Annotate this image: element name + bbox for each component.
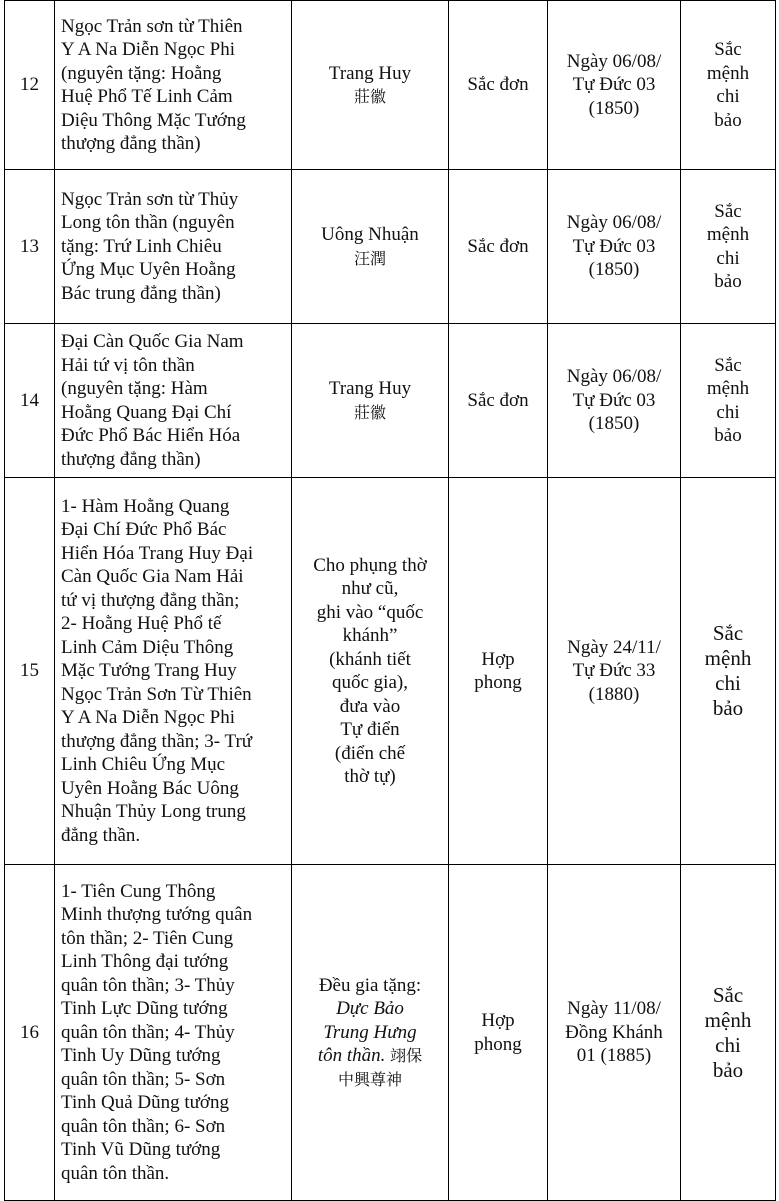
text-line: (khánh tiết <box>329 648 411 670</box>
text-line: bảo <box>712 1057 744 1082</box>
text-line: Minh thượng tướng quân <box>61 904 253 926</box>
seal-cell <box>681 324 776 478</box>
date-cell <box>548 170 681 324</box>
row-number: 13 <box>5 170 55 324</box>
text-line: khánh” <box>342 625 398 646</box>
han-text: 汪潤 <box>353 248 386 268</box>
text-line: Ngọc Trản Sơn Từ Thiên <box>61 683 252 705</box>
decree-type-cell <box>449 1 548 170</box>
text-line: đưa vào <box>339 695 401 717</box>
text-line: Ứng Mục Uyên Hoằng <box>61 259 236 281</box>
text-line: quân tôn thần; 3- Thủy <box>61 974 235 996</box>
text-line: Tinh Uy Dũng tướng <box>61 1045 221 1067</box>
text-line: quân tôn thần. <box>61 1162 170 1184</box>
text-line: Y A Na Diễn Ngọc Phi <box>61 39 235 60</box>
text-line: Đại Chí Đức Phổ Bác <box>61 519 227 541</box>
text-line: Đức Phổ Bác Hiển Hóa <box>61 425 241 446</box>
deity-title-cell <box>55 865 292 1201</box>
text-line: Càn Quốc Gia Nam Hải <box>61 566 244 588</box>
text-line: quốc gia), <box>332 672 408 693</box>
text-line: quân tôn thần; 4- Thủy <box>61 1021 235 1043</box>
text-line: Mặc Tướng Trang Huy <box>61 660 237 682</box>
decree-type-cell <box>449 865 548 1201</box>
text-line: chi <box>716 86 740 107</box>
conferred-cell <box>292 324 449 478</box>
table-row <box>5 170 776 324</box>
text-line: Hợp <box>481 648 515 670</box>
text-line: tôn thần; 2- Tiên Cung <box>61 927 234 949</box>
text-line: (điển chế <box>334 742 406 764</box>
han-text: 莊徽 <box>353 87 386 106</box>
text-line: quân tôn thần; 5- Sơn <box>61 1068 226 1090</box>
italic-title-line: Trung Hưng <box>323 1021 417 1043</box>
text-line: 1- Tiên Cung Thông <box>61 880 216 902</box>
text-line: Tự Đức 03 <box>572 389 656 411</box>
text-line: đẳng thần. <box>61 824 141 846</box>
text-line: mệnh <box>706 224 750 245</box>
text-line: bảo <box>714 425 742 446</box>
text-line: bảo <box>712 696 744 720</box>
text-line: như cũ, <box>341 578 399 599</box>
text-line: Ngày 11/08/ <box>567 998 661 1020</box>
text-line: Tự Đức 33 <box>572 660 656 682</box>
text-line: phong <box>474 672 522 693</box>
text-line: Hiển Hóa Trang Huy Đại <box>61 542 254 564</box>
han-text: 莊徽 <box>353 402 386 422</box>
text-line: Ngày 24/11/ <box>567 636 661 658</box>
text-line: chi <box>716 247 740 269</box>
text-line: Bác trung đẳng thần) <box>61 282 221 304</box>
text-line: Sắc <box>712 621 744 645</box>
row-number: 15 <box>5 478 55 865</box>
text-line: (1880) <box>588 683 640 705</box>
text-line: Ngày 06/08/ <box>566 50 662 72</box>
text-line: Ngày 06/08/ <box>566 366 662 388</box>
text-line: bảo <box>714 109 742 131</box>
date-cell <box>548 324 681 478</box>
text-line: mệnh <box>706 62 750 84</box>
text-line: tặng: Trứ Linh Chiêu <box>61 235 222 257</box>
deity-title-cell <box>55 324 292 478</box>
table-row <box>5 324 776 478</box>
decree-type-cell <box>449 170 548 324</box>
conferred-cell <box>292 865 449 1201</box>
text-line: Linh Cảm Diệu Thông <box>61 636 234 658</box>
text-line: thượng đẳng thần; 3- Trứ <box>61 730 253 752</box>
text-line: Tinh Quả Dũng tướng <box>61 1092 229 1114</box>
table-row <box>5 478 776 865</box>
conferred-cell <box>292 1 449 170</box>
text-line: (1850) <box>588 97 640 119</box>
row-number: 14 <box>5 324 55 478</box>
text-line: tứ vị thượng đẳng thần; <box>61 589 240 611</box>
text-line: (1850) <box>588 259 640 281</box>
text-line: quân tôn thần; 6- Sơn <box>61 1115 226 1137</box>
text-line: Sắc đơn <box>467 235 529 257</box>
conferred-cell <box>292 170 449 324</box>
text-line: phong <box>474 1033 522 1055</box>
text-line: (nguyên tặng: Hoằng <box>61 62 222 84</box>
text-line: Hợp <box>481 1010 515 1031</box>
text-line: Tự Đức 03 <box>572 235 656 257</box>
text-line: chi <box>716 401 740 423</box>
decree-type-cell <box>449 478 548 865</box>
text-line: Cho phụng thờ <box>313 554 427 576</box>
text-line: Hoằng Quang Đại Chí <box>61 401 232 423</box>
italic-title-line: Dực Bảo <box>336 998 404 1020</box>
deity-title-cell <box>55 170 292 324</box>
text-line: Sắc đơn <box>467 389 529 411</box>
text-line: thượng đẳng thần) <box>61 448 201 470</box>
text-line: mệnh <box>704 1007 752 1032</box>
han-text: 翊保 <box>390 1046 423 1066</box>
deity-title-cell <box>55 1 292 170</box>
text-line: 1- Hàm Hoằng Quang <box>61 495 230 517</box>
text-line: Long tôn thần (nguyên <box>61 212 235 234</box>
text-line: Sắc <box>714 200 742 222</box>
text-line: thượng đẳng thần) <box>61 133 201 154</box>
text-line: thờ tự) <box>344 766 396 787</box>
text-line: bảo <box>714 271 742 292</box>
text-line: Y A Na Diễn Ngọc Phi <box>61 707 235 729</box>
text-line: Đều gia tặng: <box>318 974 422 996</box>
text-line: (nguyên tặng: Hàm <box>61 378 208 399</box>
text-line: Đại Càn Quốc Gia Nam <box>61 331 244 352</box>
text-line: Ngày 06/08/ <box>566 212 662 234</box>
text-line: ghi vào “quốc <box>316 601 424 623</box>
text-line: Uyên Hoằng Bác Uông <box>61 777 239 799</box>
text-line: Sắc <box>714 354 742 376</box>
row-number: 16 <box>5 865 55 1201</box>
text-line: Tinh Vũ Dũng tướng <box>61 1139 221 1161</box>
seal-cell <box>681 170 776 324</box>
text-line: mệnh <box>704 646 752 670</box>
row-number: 12 <box>5 1 55 170</box>
text-line: Trang Huy <box>328 62 412 84</box>
text-line: Sắc <box>714 39 742 60</box>
text-line: 01 (1885) <box>576 1045 652 1067</box>
text-line: Sắc đơn <box>467 74 529 96</box>
text-line: chi <box>715 1032 741 1057</box>
text-line: (1850) <box>588 413 640 435</box>
han-text: 中興尊神 <box>337 1069 402 1089</box>
table-row <box>5 865 776 1201</box>
text-line: Uông Nhuận <box>321 224 419 245</box>
text-line: Sắc <box>712 982 744 1007</box>
decree-type-cell <box>449 324 548 478</box>
deity-title-cell <box>55 478 292 865</box>
table-row <box>5 1 776 170</box>
text-line: Đồng Khánh <box>565 1021 663 1043</box>
seal-cell <box>681 1 776 170</box>
seal-cell <box>681 478 776 865</box>
text-line: Tự điển <box>340 719 400 740</box>
text-line: chi <box>715 671 741 695</box>
text-line: Hải tứ vị tôn thần <box>61 354 195 376</box>
date-cell <box>548 478 681 865</box>
decree-table <box>4 0 776 1201</box>
italic-title-line: tôn thần. <box>317 1045 386 1067</box>
text-line: 2- Hoằng Huệ Phổ tế <box>61 613 222 635</box>
text-line: Trang Huy <box>328 378 412 399</box>
text-line: Tự Đức 03 <box>572 74 656 96</box>
date-cell <box>548 1 681 170</box>
conferred-cell <box>292 478 449 865</box>
text-line: Linh Chiêu Ứng Mục <box>61 754 226 776</box>
text-line: Tinh Lực Dũng tướng <box>61 998 228 1020</box>
text-line: Nhuận Thủy Long trung <box>61 801 246 823</box>
seal-cell <box>681 865 776 1201</box>
text-line: Linh Thông đại tướng <box>61 951 229 973</box>
text-line: Diệu Thông Mặc Tướng <box>61 109 246 131</box>
text-line: mệnh <box>706 378 750 399</box>
text-line: Ngọc Trản sơn từ Thủy <box>61 188 239 210</box>
date-cell <box>548 865 681 1201</box>
text-line: Ngọc Trản sơn từ Thiên <box>61 15 243 37</box>
text-line: Huệ Phổ Tế Linh Cảm <box>61 86 233 107</box>
